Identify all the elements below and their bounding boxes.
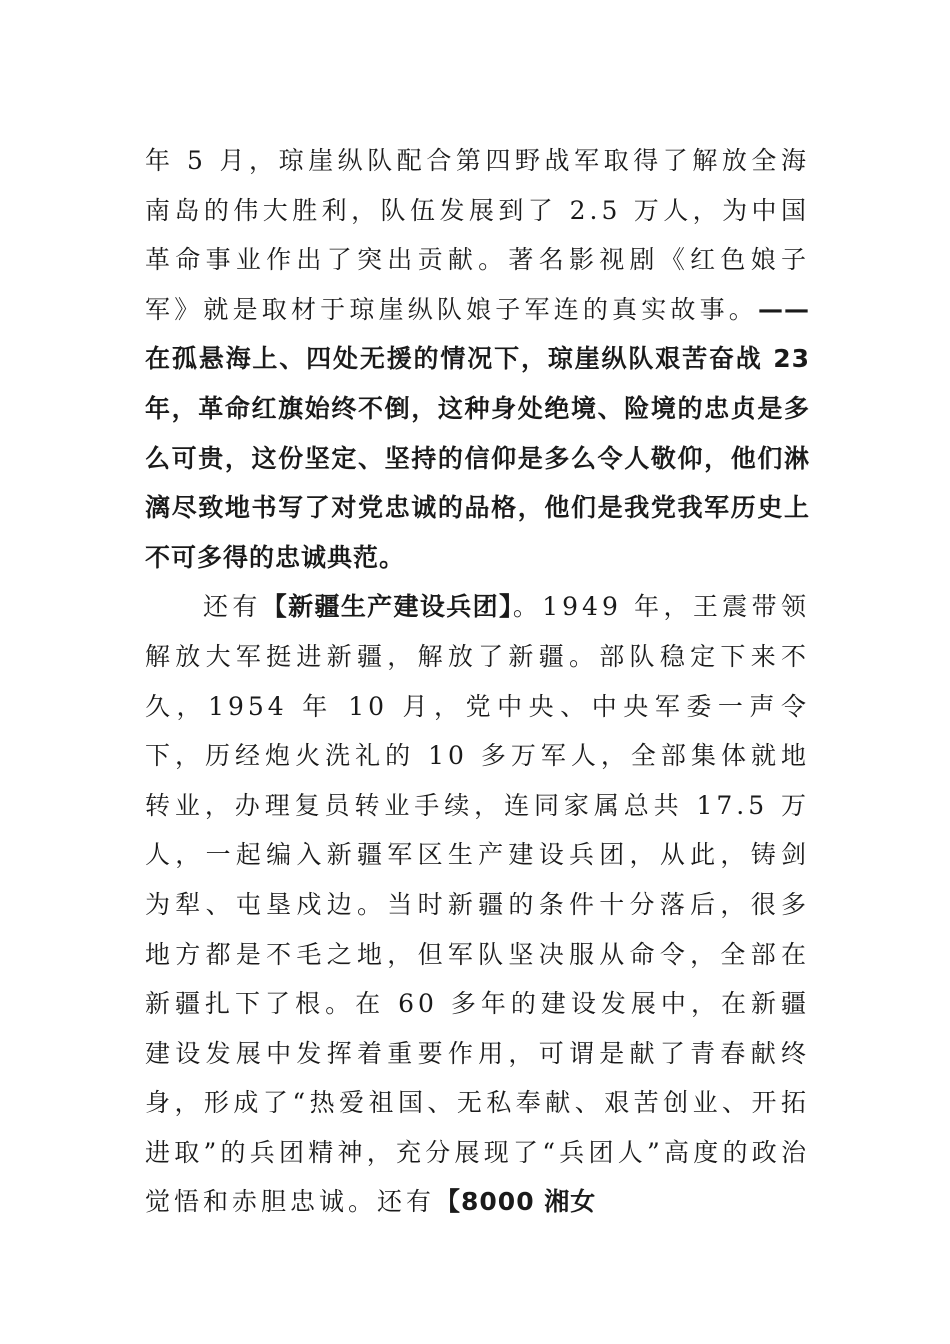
emphasis-heading-bingtuan: 【新疆生产建设兵团】 bbox=[261, 592, 513, 622]
paragraph-text: 还有 bbox=[203, 592, 262, 622]
paragraph-text: 年 5 月，琼崖纵队配合第四野战军取得了解放全海南岛的伟大胜利，队伍发展到了 2.5 万人，为中国革命事业作出了突出贡献。著名影视剧《红色娘子军》就是取材于琼崖纵队娘子军连的真实故事。 bbox=[145, 146, 810, 324]
paragraph-xinjiang-bingtuan bbox=[145, 582, 810, 1227]
paragraph-qiongya bbox=[145, 136, 810, 582]
emphasis-text: ——在孤悬海上、四处无援的情况下，琼崖纵队艰苦奋战 23 年，革命红旗始终不倒，这种身处绝境、险境的忠贞是多么可贵，这份坚定、坚持的信仰是多么令人敬仰，他们淋漓尽致地书写了对党忠诚的品格，他们是我党我军历史上不可多得的忠诚典范。 bbox=[145, 294, 810, 572]
document-page bbox=[145, 136, 810, 1227]
emphasis-heading-xiangnv: 【8000 湘女 bbox=[435, 1187, 597, 1217]
paragraph-text: 。1949 年，王震带领解放大军挺进新疆，解放了新疆。部队稳定下来不久，1954 年 10 月，党中央、中央军委一声令下，历经炮火洗礼的 10 多万军人，全部集体就地转业，办理复员转业手续，连同家属总共 17.5 万人，一起编入新疆军区生产建设兵团，从此，铸剑为犁、屯垦戍边。当时新疆的条件十分落后，很多地方都是不毛之地，但军队坚决服从命令，全部在新疆扎下了根。在 60 多年的建设发展中，在新疆建设发展中发挥着重要作用，可谓是献了青春献终身，形成了“热爱祖国、无私奉献、艰苦创业、开拓进取”的兵团精神，充分展现了“兵团人”高度的政治觉悟和赤胆忠诚。还有 bbox=[145, 592, 810, 1217]
